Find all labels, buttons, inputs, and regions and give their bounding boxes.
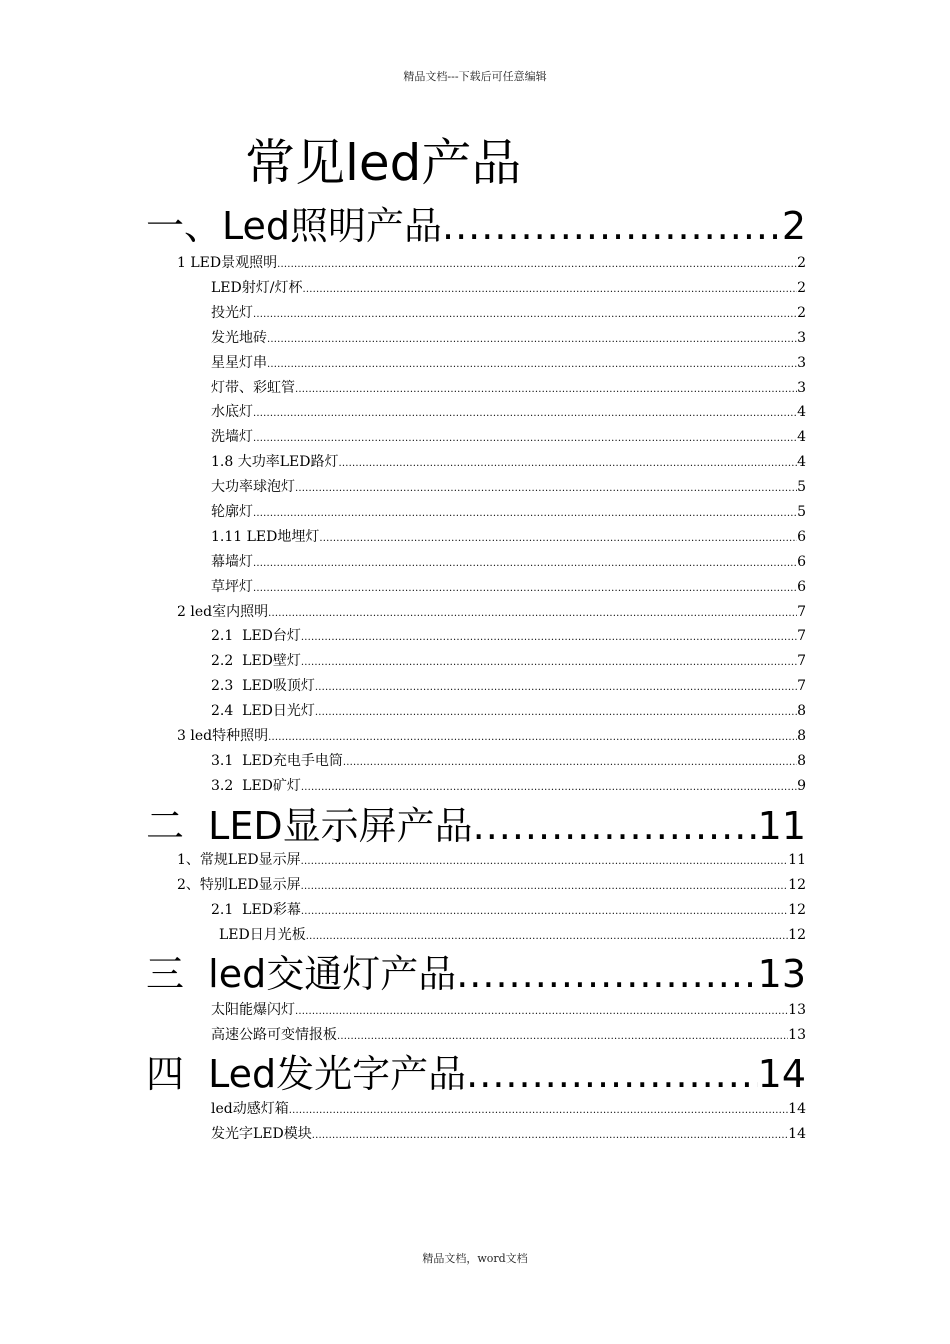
toc-page: 12 [788, 902, 806, 918]
toc-page: 2 [797, 255, 806, 271]
toc-subsection-2-1[interactable] [177, 850, 806, 869]
toc-entry[interactable] [211, 353, 806, 372]
toc-entry[interactable] [211, 502, 806, 521]
toc-leader [295, 383, 797, 397]
toc-entry[interactable] [211, 477, 806, 496]
toc-page: 8 [797, 703, 806, 719]
toc-label: 2、特别LED显示屏 [177, 877, 301, 893]
toc-label: 星星灯串 [211, 355, 267, 371]
toc-page: 12 [788, 877, 806, 893]
toc-label: 3.1 LED充电手电筒 [211, 753, 343, 769]
toc-page: 3 [797, 330, 806, 346]
toc-label: 幕墙灯 [211, 554, 253, 570]
toc-leader [301, 631, 797, 645]
toc-leader [268, 607, 797, 621]
toc-entry[interactable] [211, 1099, 806, 1118]
toc-section-3[interactable] [146, 948, 806, 996]
toc-page: 6 [797, 529, 806, 545]
footer-note: 精品文档，word文档 [422, 1252, 528, 1265]
toc-label: 1 LED景观照明 [177, 255, 278, 271]
toc-page: 6 [797, 554, 806, 570]
toc-leader [442, 204, 782, 248]
toc-page: 3 [797, 380, 806, 396]
toc-leader [253, 407, 797, 421]
toc-label: 太阳能爆闪灯 [211, 1002, 295, 1018]
toc-entry[interactable] [211, 1025, 806, 1044]
toc-page: 5 [797, 504, 806, 520]
toc-leader [295, 1005, 788, 1019]
toc-section-1[interactable] [146, 200, 806, 248]
toc-page: 4 [797, 404, 806, 420]
toc-label: 灯带、彩虹管 [211, 380, 295, 396]
toc-label: 1、常规LED显示屏 [177, 852, 301, 868]
toc-label: 发光字LED模块 [211, 1126, 312, 1142]
toc-label: 大功率球泡灯 [211, 479, 295, 495]
toc-page: 6 [797, 579, 806, 595]
toc-label: 2.4 LED日光灯 [211, 703, 315, 719]
toc-label: 发光地砖 [211, 330, 267, 346]
toc-leader [253, 582, 797, 596]
toc-page: 14 [788, 1101, 806, 1117]
toc-entry[interactable] [211, 402, 806, 421]
toc-page: 4 [797, 429, 806, 445]
toc-leader [267, 333, 797, 347]
toc-leader [253, 507, 797, 521]
toc-leader [343, 756, 797, 770]
toc-entry[interactable] [211, 527, 806, 546]
toc-subsection-1-2[interactable] [177, 602, 806, 621]
toc-leader [456, 952, 757, 996]
toc-leader [302, 283, 797, 297]
toc-leader [267, 358, 797, 372]
toc-label: 草坪灯 [211, 579, 253, 595]
toc-leader [268, 731, 797, 745]
toc-leader [277, 258, 797, 272]
toc-entry[interactable] [211, 303, 806, 322]
document-title: 常见led产品 [245, 134, 522, 192]
toc-label: 一、Led照明产品 [146, 204, 443, 248]
toc-page: 13 [788, 1027, 806, 1043]
toc-page: 13 [788, 1002, 806, 1018]
toc-leader [319, 532, 797, 546]
toc-leader [301, 905, 788, 919]
toc-label: led动感灯箱 [211, 1101, 289, 1117]
toc-entry[interactable] [219, 925, 806, 944]
toc-page: 3 [797, 355, 806, 371]
toc-leader [295, 482, 797, 496]
toc-leader [253, 557, 797, 571]
toc-label: 2.3 LED吸顶灯 [211, 678, 315, 694]
toc-label: 高速公路可变情报板 [211, 1027, 337, 1043]
toc-page: 2 [797, 305, 806, 321]
toc-page: 2 [797, 280, 806, 296]
toc-entry[interactable] [211, 651, 806, 670]
toc-label: LED射灯/灯杯 [211, 280, 303, 296]
toc-page: 8 [797, 753, 806, 769]
toc-entry[interactable] [211, 1000, 806, 1019]
toc-entry[interactable] [211, 378, 806, 397]
toc-entry[interactable] [211, 900, 806, 919]
toc-entry[interactable] [211, 552, 806, 571]
toc-page: 8 [797, 728, 806, 744]
toc-label: 2.1 LED台灯 [211, 628, 301, 644]
toc-page: 7 [797, 628, 806, 644]
toc-leader [301, 656, 797, 670]
toc-section-4[interactable] [146, 1048, 806, 1096]
toc-page: 7 [797, 678, 806, 694]
toc-page: 2 [781, 204, 806, 248]
toc-page: 9 [797, 778, 806, 794]
toc-leader [315, 706, 797, 720]
toc-label: 二 LED显示屏产品 [146, 804, 473, 848]
toc-leader [337, 1030, 788, 1044]
toc-entry[interactable] [211, 776, 806, 795]
toc-page: 7 [797, 604, 806, 620]
toc-leader [312, 1129, 788, 1143]
toc-label: 四 Led发光字产品 [146, 1052, 467, 1096]
toc-page: 4 [797, 454, 806, 470]
toc-leader [466, 1052, 757, 1096]
toc-section-2[interactable] [146, 800, 806, 848]
toc-leader [306, 930, 788, 944]
toc-entry[interactable] [211, 452, 806, 471]
toc-label: 2.2 LED壁灯 [211, 653, 301, 669]
toc-page: 14 [788, 1126, 806, 1142]
toc-label: LED日月光板 [219, 927, 306, 943]
toc-page: 7 [797, 653, 806, 669]
toc-label: 1.11 LED地埋灯 [211, 529, 320, 545]
toc-leader [301, 880, 789, 894]
toc-entry[interactable] [211, 751, 806, 770]
toc-leader [473, 804, 758, 848]
toc-leader [253, 432, 797, 446]
toc-page: 11 [788, 852, 806, 868]
toc-entry[interactable] [211, 626, 806, 645]
toc-entry[interactable] [211, 427, 806, 446]
toc-leader [301, 781, 797, 795]
toc-label: 洗墙灯 [211, 429, 253, 445]
toc-label: 3.2 LED矿灯 [211, 778, 301, 794]
toc-label: 三 led交通灯产品 [146, 952, 457, 996]
toc-leader [301, 855, 789, 869]
toc-entry[interactable] [211, 701, 806, 720]
toc-label: 水底灯 [211, 404, 253, 420]
toc-page: 13 [757, 952, 806, 996]
toc-label: 2.1 LED彩幕 [211, 902, 301, 918]
toc-subsection-1-1[interactable] [177, 253, 806, 272]
toc-leader [289, 1104, 788, 1118]
toc-entry[interactable] [211, 1124, 806, 1143]
toc-entry[interactable] [211, 676, 806, 695]
toc-leader [315, 681, 797, 695]
toc-page: 5 [797, 479, 806, 495]
toc-label: 1.8 大功率LED路灯 [211, 454, 339, 470]
toc-entry[interactable] [211, 577, 806, 596]
toc-label: 轮廓灯 [211, 504, 253, 520]
toc-leader [253, 308, 797, 322]
toc-label: 3 led特种照明 [177, 728, 269, 744]
toc-page: 11 [757, 804, 806, 848]
toc-page: 14 [757, 1052, 806, 1096]
toc-label: 投光灯 [211, 305, 253, 321]
toc-entry[interactable] [211, 328, 806, 347]
toc-subsection-2-2[interactable] [177, 875, 806, 894]
toc-page: 12 [788, 927, 806, 943]
toc-label: 2 led室内照明 [177, 604, 269, 620]
toc-entry[interactable] [211, 278, 806, 297]
header-note: 精品文档---下载后可任意编辑 [403, 70, 547, 83]
toc-subsection-1-3[interactable] [177, 726, 806, 745]
toc-leader [338, 457, 797, 471]
